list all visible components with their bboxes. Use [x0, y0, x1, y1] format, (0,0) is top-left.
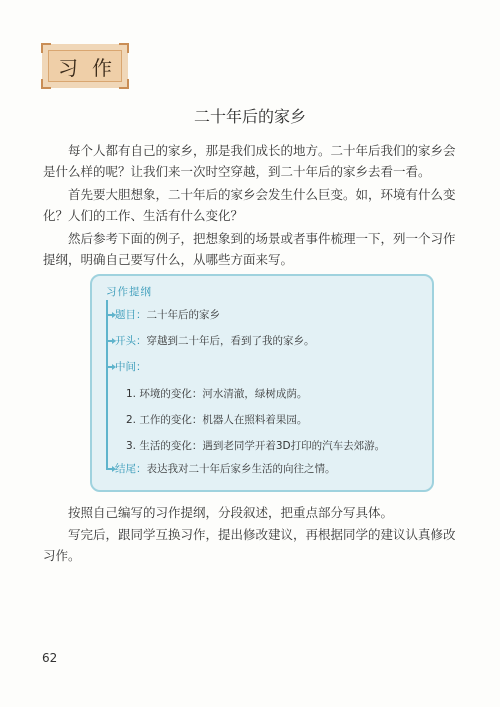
- outline-opening: [106, 334, 315, 348]
- outline-ending: [106, 462, 336, 476]
- section-badge-label: 习作: [58, 55, 126, 80]
- outline-connector-line: [106, 300, 108, 468]
- outline-topic-value: 二十年后的家乡: [146, 309, 220, 321]
- outline-middle: [106, 360, 147, 374]
- page-number: 62: [42, 651, 58, 665]
- paragraph-revise-instruction: 写完后，跟同学互换习作，提出修改建议，再根据同学的建议认真修改习作。: [43, 527, 456, 563]
- arrow-icon: [106, 468, 114, 470]
- section-badge: [42, 44, 128, 88]
- outline-middle-item: 1. 环境的变化：河水清澈，绿树成荫。: [126, 388, 308, 400]
- paragraph-intro: 每个人都有自己的家乡，那是我们成长的地方。二十年后我们的家乡会是什么样的呢？让我们来一次时空穿越，到二十年后的家乡去看一看。: [43, 143, 456, 179]
- outline-heading: 习作提纲: [106, 286, 152, 298]
- outline-topic: [106, 308, 220, 322]
- arrow-icon: [106, 340, 114, 342]
- arrow-icon: [106, 366, 114, 368]
- arrow-icon: [106, 314, 114, 316]
- outline-topic-label: 题目：: [115, 309, 147, 321]
- outline-ending-value: 表达我对二十年后家乡生活的向往之情。: [146, 463, 336, 475]
- outline-middle-item: 3. 生活的变化：遇到老同学开着3D打印的汽车去郊游。: [126, 440, 386, 452]
- outline-middle-item: 2. 工作的变化：机器人在照料着果园。: [126, 414, 308, 426]
- paragraph-outline-instruction: 然后参考下面的例子，把想象到的场景或者事件梳理一下，列一个习作提纲，明确自己要写什么，从哪些方面来写。: [43, 231, 456, 267]
- page-title: 二十年后的家乡: [193, 107, 306, 126]
- outline-ending-label: 结尾：: [115, 463, 147, 475]
- paragraph-imagine: 首先要大胆想象，二十年后的家乡会发生什么巨变。如，环境有什么变化？人们的工作、生活有什么变化？: [43, 187, 456, 223]
- outline-middle-label: 中间：: [115, 361, 147, 373]
- paragraph-write-instruction: 按照自己编写的习作提纲，分段叙述，把重点部分写具体。: [68, 505, 394, 520]
- outline-opening-value: 穿越到二十年后，看到了我的家乡。: [146, 335, 315, 347]
- outline-opening-label: 开头：: [115, 335, 147, 347]
- outline-box: [90, 274, 434, 492]
